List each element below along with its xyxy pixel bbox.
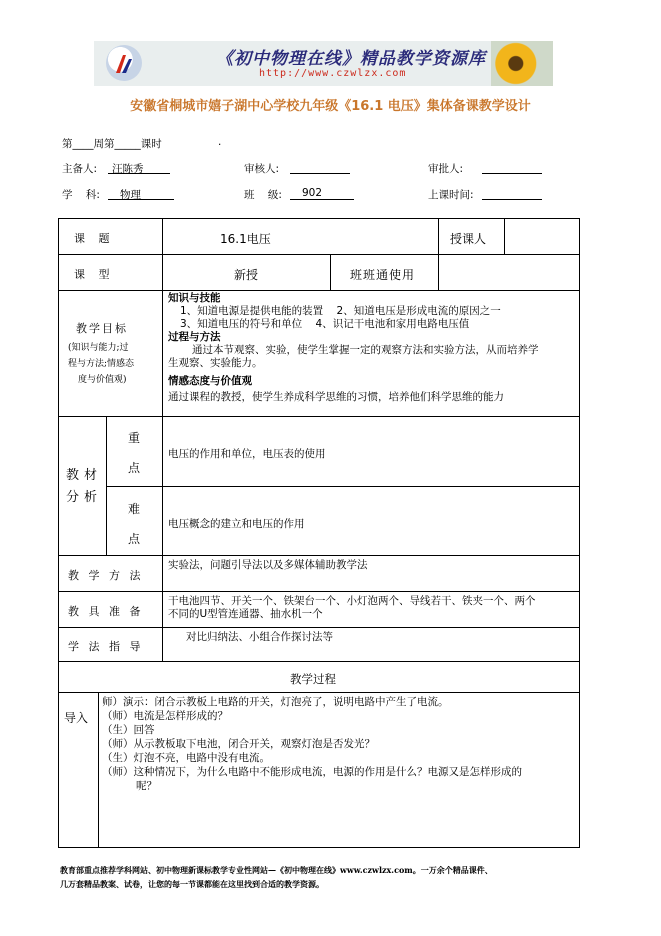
intro-label: 导入 xyxy=(64,711,89,725)
lesson-plan-table xyxy=(58,218,580,848)
footer-line-1: 教育部重点推荐学科网站、初中物理新课标教学专业性网站—《初中物理在线》www.czwlzx.com。一万余个精品课件、 xyxy=(60,865,493,875)
process-heading: 教学过程 xyxy=(290,672,336,686)
teaching-method-label: 教 学 方 法 xyxy=(68,569,144,582)
subject-value: 物理 xyxy=(120,189,141,201)
lead-preparer-label: 主备人: xyxy=(62,163,98,175)
reviewer-field[interactable] xyxy=(290,161,350,174)
sunflower-image xyxy=(491,41,553,86)
goals-knowledge-line-1: 1、知道电源是提供电能的装置 2、知道电压是形成电流的原因之一 xyxy=(180,305,501,317)
reviewer-label: 审核人: xyxy=(244,163,280,175)
analysis-label-2: 分析 xyxy=(66,490,103,505)
class-time-field[interactable] xyxy=(482,187,542,200)
study-guide-label: 学 法 指 导 xyxy=(68,640,144,653)
goals-heading-process: 过程与方法 xyxy=(168,331,221,343)
goals-label: 教学目标 xyxy=(76,322,128,335)
teaching-tools-label: 教 具 准 备 xyxy=(68,605,144,618)
key-point-text: 电压的作用和单位，电压表的使用 xyxy=(168,448,326,460)
teacher-field[interactable] xyxy=(508,222,576,250)
logo-icon xyxy=(114,53,134,75)
key-point-label-2: 点 xyxy=(128,461,141,475)
goals-sublabel-3: 度与价值观) xyxy=(78,375,127,385)
goals-sublabel-2: 程与方法;情感态 xyxy=(68,359,135,369)
week-period-line: 第____周第_____课时 xyxy=(62,138,162,150)
intro-line-7: 呢？ xyxy=(136,780,157,792)
teaching-method-text: 实验法，问题引导法以及多媒体辅助教学法 xyxy=(168,559,368,571)
footer-line-2: 几万套精品教案、试卷，让您的每一节课都能在这里找到合适的教学资源。 xyxy=(60,879,324,889)
subject-field[interactable] xyxy=(108,187,174,200)
goals-process-line-1: 通过本节观察、实验，使学生掌握一定的观察方法和实验方法，从而培养学 xyxy=(192,344,539,356)
lead-preparer-field[interactable] xyxy=(108,161,170,174)
key-point-label-1: 重 xyxy=(128,431,141,445)
class-value: 902 xyxy=(302,187,323,199)
intro-line-4: （师）从示教板取下电池，闭合开关，观察灯泡是否发光？ xyxy=(102,738,375,750)
analysis-label-1: 教材 xyxy=(66,468,103,483)
class-field[interactable] xyxy=(290,187,354,200)
topic-label: 课 题 xyxy=(74,232,115,245)
class-time-label: 上课时间: xyxy=(428,189,474,201)
study-guide-text: 对比归纳法、小组合作探讨法等 xyxy=(186,631,333,643)
teacher-label: 授课人 xyxy=(450,232,487,246)
intro-line-2: （师）电流是怎样形成的？ xyxy=(102,710,228,722)
goals-heading-emotion: 情感态度与价值观 xyxy=(168,375,252,387)
banner-title: 《初中物理在线》精品教学资源库 xyxy=(216,49,486,69)
difficulty-label-1: 难 xyxy=(128,502,141,516)
approver-field[interactable] xyxy=(482,161,542,174)
banner-url[interactable]: http://www.czwlzx.com xyxy=(259,68,407,79)
intro-line-1: 师）演示：闭合示教板上电路的开关，灯泡亮了，说明电路中产生了电流。 xyxy=(102,696,449,708)
lead-preparer-value: 汪陈秀 xyxy=(112,163,144,175)
difficulty-label-2: 点 xyxy=(128,532,141,546)
intro-line-5: （生）灯泡不亮，电路中没有电流。 xyxy=(102,752,270,764)
intro-line-3: （生）回答 xyxy=(102,724,155,736)
goals-process-line-2: 生观察、实验能力。 xyxy=(168,357,263,369)
goals-heading-knowledge: 知识与技能 xyxy=(168,292,221,304)
header-banner xyxy=(94,41,553,86)
lesson-type-value: 新授 xyxy=(234,268,259,282)
usage-value: 班班通使用 xyxy=(350,268,416,282)
dot-mark: . xyxy=(218,136,222,148)
intro-line-6: （师）这种情况下，为什么电路中不能形成电流，电源的作用是什么？电源又是怎样形成的 xyxy=(102,766,522,778)
lesson-type-label: 课 型 xyxy=(74,268,115,281)
approver-label: 审批人: xyxy=(428,163,464,175)
goals-emotion-line: 通过课程的教授，使学生养成科学思维的习惯，培养他们科学思维的能力 xyxy=(168,391,504,403)
teaching-tools-line-1: 干电池四节、开关一个、铁架台一个、小灯泡两个、导线若干、铁夹一个、两个 xyxy=(168,595,536,607)
goals-knowledge-line-2: 3、知道电压的符号和单位 4、识记干电池和家用电路电压值 xyxy=(180,318,470,330)
difficulty-text: 电压概念的建立和电压的作用 xyxy=(168,518,305,530)
goals-sublabel-1: (知识与能力;过 xyxy=(68,343,129,353)
topic-value: 16.1电压 xyxy=(220,232,271,246)
class-label: 班 级: xyxy=(244,189,282,201)
teaching-tools-line-2: 不同的U型管连通器、抽水机一个 xyxy=(168,608,323,620)
subject-label: 学 科: xyxy=(62,189,100,201)
page-title: 安徽省桐城市嬉子湖中心学校九年级《16.1 电压》集体备课教学设计 xyxy=(130,99,531,114)
